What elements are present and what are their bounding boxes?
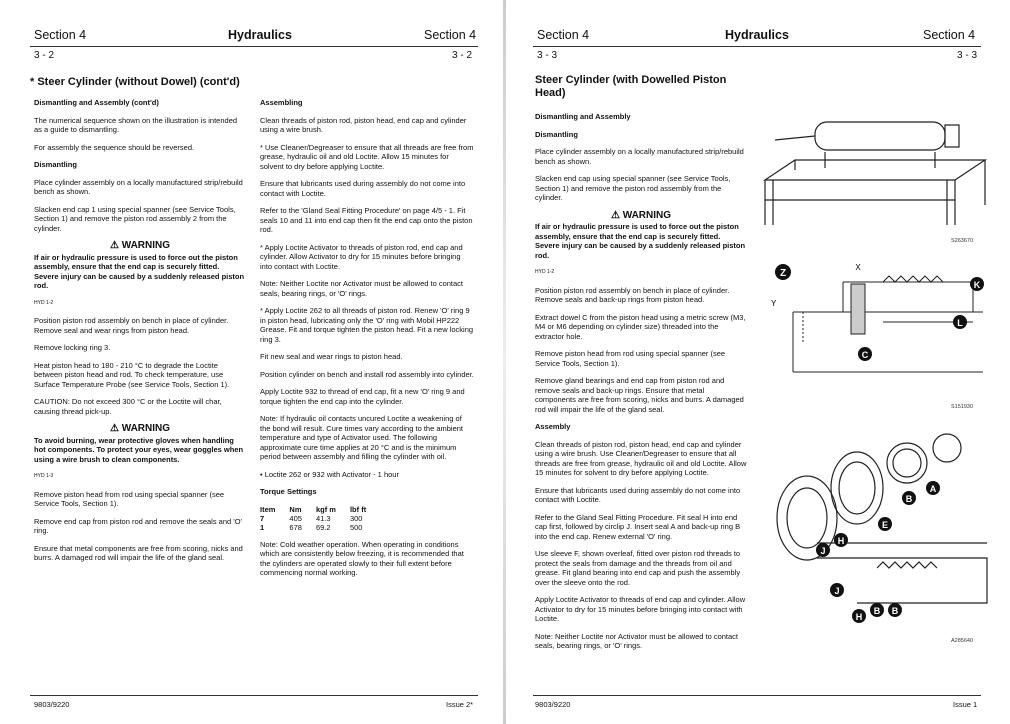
page-title: * Steer Cylinder (without Dowel) (cont'd) <box>30 76 240 88</box>
warning-ref: HYD 1-2 <box>535 269 555 275</box>
warning-text: If air or hydraulic pressure is used to force out the piston assembly, ensure that the end cap is securely fitted. Severe injury can be caused by a suddenly released piston rod. <box>535 222 746 260</box>
paragraph: Use sleeve F, shown overleaf, fitted over piston rod threads to protect the seals from damage and the threads from oil and grease. Fit gland bearing into end cap and push the assembly over the sleeve onto the rod. <box>535 549 741 587</box>
subheading: Dismantling <box>535 129 578 139</box>
callout-letter: H <box>837 536 845 546</box>
header-rule <box>533 46 981 47</box>
dimension-label: Y <box>771 299 777 308</box>
section-label-right: Section 4 <box>424 28 477 42</box>
table-cell: 41.3 <box>315 513 331 523</box>
paragraph: Fit new seal and wear rings to piston head. <box>260 352 403 361</box>
doc-code: 9803/9220 <box>34 700 70 709</box>
paragraph: Clean threads of piston rod, piston head, end cap and cylinder using a wire brush. <box>260 115 467 134</box>
paragraph: The numerical sequence shown on the illustration is intended as a guide to dismantling. <box>34 115 238 134</box>
warning-ref: HYD 1-2 <box>34 299 54 306</box>
paragraph: Position piston rod assembly on bench in place of cylinder. Remove seals and back-up rings from piston head. <box>535 285 730 304</box>
section-label: Section 4 <box>34 28 87 42</box>
chapter-title: Hydraulics <box>725 28 789 42</box>
callout-letter: B <box>873 606 881 616</box>
gland-assembly-illustration <box>757 418 993 628</box>
callout-letter: K <box>973 280 981 290</box>
warning-heading: ⚠ WARNING <box>610 209 672 221</box>
warning-heading: ⚠ WARNING <box>109 423 171 434</box>
left-column-2 <box>260 98 474 586</box>
table-cell: 300 <box>349 513 363 523</box>
paragraph: Remove end cap from piston rod and remove the seals and 'O' ring. <box>34 516 242 535</box>
table-cell: 1 <box>260 522 265 532</box>
subheading: Torque Settings <box>260 487 317 496</box>
dimension-label: X <box>855 263 861 272</box>
right-column <box>535 112 747 659</box>
table-cell: 69.2 <box>315 522 331 532</box>
subheading: Dismantling and Assembly (cont'd) <box>34 98 159 107</box>
callout-letter: J <box>820 546 826 556</box>
paragraph: Note: Neither Loctite nor Activator must be allowed to contact seals, bearing rings, or 'O' rings. <box>535 631 739 650</box>
callout-letter: A <box>929 484 937 494</box>
figure-code: S151930 <box>951 404 974 410</box>
warning-text: If air or hydraulic pressure is used to force out the piston assembly, ensure that the end cap is securely fitted. Severe injury can be caused by a suddenly released piston rod. <box>34 252 245 290</box>
page-title: Steer Cylinder (with Dowelled Piston Head) <box>535 74 727 99</box>
callout-letter: L <box>957 318 963 328</box>
subheading: Assembling <box>260 98 303 107</box>
page-number-right: 3 - 3 <box>957 50 978 61</box>
callout-letter: B <box>905 494 913 504</box>
paragraph: * Use Cleaner/Degreaser to ensure that all threads are free from grease, hydraulic oil and old Loctite. Allow 15 minutes for solvent to dry before applying Loctite. <box>260 142 474 171</box>
paragraph: CAUTION: Do not exceed 300 °C or the Loctite will char, causing thread pick-up. <box>34 397 222 416</box>
paragraph: Apply Loctite 932 to thread of end cap, fit a new 'O' ring 9 and torque tighten the end cap into the cylinder. <box>260 387 465 406</box>
bench-illustration <box>755 110 995 230</box>
paragraph: Ensure that lubricants used during assembly do not come into contact with Loctite. <box>535 485 741 504</box>
callout-letter: J <box>834 586 840 596</box>
header-rule <box>30 46 478 47</box>
piston-section-illustration <box>763 262 993 402</box>
table-cell: 405 <box>289 513 302 523</box>
figure-code: A285640 <box>951 638 974 644</box>
table-cell: 678 <box>289 522 302 532</box>
paragraph: Refer to the Gland Seal Fitting Procedure. Fit seal H into end cap first, followed by circlip J. Insert seal A and back-up ring B into the end cap. Renew external 'O' ring. <box>535 512 741 541</box>
paragraph: Note: Neither Loctite nor Activator must be allowed to contact seals, bearing rings, or 'O' rings. <box>260 279 464 298</box>
warning-ref: HYD 1-3 <box>34 473 54 479</box>
table-row <box>260 514 380 523</box>
section-label: Section 4 <box>537 28 590 42</box>
issue-label: Issue 2* <box>446 700 474 709</box>
column-header: Item <box>260 504 276 514</box>
paragraph: Place cylinder assembly on a locally manufactured strip/rebuild bench as shown. <box>34 177 243 196</box>
subheading: Dismantling <box>34 160 77 169</box>
paragraph: Note: If hydraulic oil contacts uncured Loctite a weakening of the bond will result. Cure times vary according to the ambient temperature and type of Activator used. The following approximate cure time applies at 20 °C and is the minimum period between assembly and filling the cylinder with oil. <box>260 414 464 461</box>
paragraph: Position cylinder on bench and install rod assembly into cylinder. <box>260 369 474 379</box>
left-column-1 <box>34 98 246 571</box>
paragraph: Apply Loctite Activator to threads of end cap and cylinder. Allow Activator to dry for 15 minutes before bringing into contact with Loctite. <box>535 595 746 623</box>
paragraph: Remove piston head from rod using special spanner (see Service Tools, Section 1). <box>34 489 225 508</box>
paragraph: • Loctite 262 or 932 with Activator - 1 hour <box>260 469 399 479</box>
issue-label: Issue 1 <box>953 700 978 709</box>
warning-icon: ⚠ <box>109 423 122 434</box>
column-header: lbf ft <box>349 504 367 514</box>
callout-letter: H <box>855 612 863 622</box>
table-header-row <box>260 505 380 514</box>
subheading: Dismantling and Assembly <box>535 112 631 121</box>
right-page <box>505 0 1010 724</box>
paragraph: Note: Cold weather operation. When operating in conditions which are consistently below freezing, it is recommended that the cylinders are operated slowly to their full extent before commencing normal working. <box>260 539 464 577</box>
paragraph: Remove piston head from rod using special spanner (see Service Tools, Section 1). <box>535 349 726 368</box>
chapter-title: Hydraulics <box>228 28 292 42</box>
paragraph: Clean threads of piston rod, piston head, end cap and cylinder using a wire brush. Use Cleaner/Degreaser to ensure that all threads are free from grease, hydraulic oil and old Loctite. Allow 15 minutes for solvent to dry before applying Loctite. <box>535 439 747 477</box>
section-label-right: Section 4 <box>923 28 976 42</box>
callout-letter: Z <box>779 268 787 279</box>
warning-icon: ⚠ <box>610 209 623 221</box>
footer-rule <box>30 695 478 696</box>
column-header: Nm <box>289 504 302 514</box>
footer-rule <box>533 695 981 696</box>
table-cell: 500 <box>349 522 363 532</box>
paragraph: For assembly the sequence should be reversed. <box>34 142 195 152</box>
callout-letter: B <box>891 606 899 616</box>
paragraph: Ensure that metal components are free from scoring, nicks and burrs. A damaged rod will impair the life of the gland seal. <box>34 543 243 562</box>
doc-code: 9803/9220 <box>535 700 571 709</box>
warning-heading: ⚠ WARNING <box>109 240 171 251</box>
paragraph: Position piston rod assembly on bench in place of cylinder. Remove seal and wear rings from piston head. <box>34 316 229 335</box>
paragraph: * Apply Loctite 262 to all threads of piston rod. Renew 'O' ring 9 in piston head, lubricating only the 'O' ring with Mobil HP222 Grease. Fit and torque tighten the piston head. Fit a new locking ring 3. <box>260 306 474 344</box>
warning-text: To avoid burning, wear protective gloves when handling hot components. To protect your eyes, wear goggles when using a wire brush to clean components. <box>34 435 244 464</box>
paragraph: Heat piston head to 180 - 210 °C to degrade the Loctite between piston head and rod. To check temperature, use Surface Temperature Probe (see Service Tools, Section 1). <box>34 360 230 389</box>
torque-table <box>260 505 380 532</box>
page-number-left: 3 - 2 <box>34 50 55 61</box>
figure-code: S263670 <box>951 238 974 244</box>
page-number-left: 3 - 3 <box>537 50 558 61</box>
paragraph: * Apply Loctite Activator to threads of piston rod, end cap and cylinder. Allow Activator to dry for 15 minutes before bringing into contact with Loctite. <box>260 242 463 271</box>
paragraph: Extract dowel C from the piston head using a metric screw (M3, M4 or M6 depending on cylinder size) threaded into the extractor hole. <box>535 312 746 341</box>
warning-icon: ⚠ <box>109 240 122 251</box>
paragraph: Remove locking ring 3. <box>34 343 111 352</box>
table-row <box>260 523 380 532</box>
paragraph: Refer to the 'Gland Seal Fitting Procedure' on page 4/5 - 1. Fit seals 10 and 11 into end cap then fit the end cap onto the piston rod. <box>260 206 473 234</box>
subheading: Assembly <box>535 422 571 431</box>
paragraph: Remove gland bearings and end cap from piston rod and remove seals and back-up rings. Ensure that metal components are free from scoring, nicks and burrs. A damaged rod will impair the life of the gland seal. <box>535 376 744 414</box>
paragraph: Slacken end cap using special spanner (see Service Tools, Section 1) and remove the piston rod assembly from the cylinder. <box>535 174 731 202</box>
callout-letter: C <box>861 350 869 360</box>
paragraph: Place cylinder assembly on a locally manufactured strip/rebuild bench as shown. <box>535 147 744 166</box>
paragraph: Ensure that lubricants used during assembly do not come into contact with Loctite. <box>260 179 466 198</box>
paragraph: Slacken end cap 1 using special spanner (see Service Tools, Section 1) and remove the piston rod assembly 2 from the cylinder. <box>34 204 236 233</box>
column-header: kgf m <box>315 504 336 514</box>
table-cell: 7 <box>260 513 265 523</box>
page-number-right: 3 - 2 <box>452 50 473 61</box>
callout-letter: E <box>881 520 889 530</box>
